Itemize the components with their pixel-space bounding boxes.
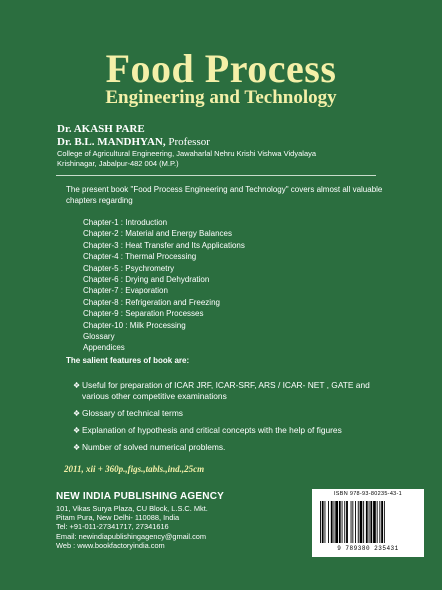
feature-text: Glossary of technical terms	[82, 408, 183, 418]
barcode-bar	[320, 501, 321, 543]
publisher-address	[56, 504, 224, 550]
barcode-bar	[384, 501, 385, 543]
feature-item	[73, 425, 393, 436]
barcode-icon	[320, 501, 418, 543]
book-title: Food Process	[105, 46, 337, 91]
affiliation-line: Krishinagar, Jabalpur-482 004 (M.P.)	[57, 159, 179, 168]
chapter-list	[83, 217, 245, 354]
author-1: Dr. AKASH PARE	[57, 123, 145, 135]
feature-text: Explanation of hypothesis and critical concepts with the help of figures	[82, 425, 342, 435]
chapter-item: Chapter-10 : Milk Processing	[83, 320, 186, 330]
address-line: 101, Vikas Surya Plaza, CU Block, L.S.C. Mkt.	[56, 504, 208, 513]
barcode-bar	[360, 501, 363, 543]
barcode-bar	[366, 501, 368, 543]
chapter-item: Chapter-2 : Material and Energy Balances	[83, 229, 232, 239]
publisher-block	[56, 491, 224, 550]
publication-info: 2011, xii + 360p.,figs.,tabls.,ind.,25cm	[64, 464, 205, 474]
chapter-item: Chapter-5 : Psychrometry	[83, 263, 175, 273]
barcode-bar	[355, 501, 356, 543]
diamond-bullet-icon: ❖	[73, 443, 81, 452]
authors-block	[57, 123, 316, 169]
chapter-item: Chapter-1 : Introduction	[83, 218, 168, 227]
chapter-item: Chapter-8 : Refrigeration and Freezing	[83, 297, 220, 307]
chapter-item: Chapter-3 : Heat Transfer and Its Applications	[83, 240, 245, 250]
chapter-item: Appendices	[83, 343, 125, 353]
isbn-barcode	[312, 489, 424, 557]
barcode-bar	[377, 501, 378, 543]
barcode-bar	[325, 501, 326, 543]
barcode-bar	[335, 501, 338, 543]
feature-text: Number of solved numerical problems.	[82, 442, 226, 452]
chapter-item: Chapter-6 : Drying and Dehydration	[83, 275, 210, 285]
features-heading: The salient features of book are:	[66, 356, 190, 365]
barcode-bar	[322, 501, 324, 543]
diamond-bullet-icon: ❖	[73, 426, 81, 435]
barcode-bar	[379, 501, 380, 543]
chapter-item: Glossary	[83, 332, 115, 342]
intro-paragraph: The present book "Food Process Engineering and Technology" covers almost all valuable chapters regarding	[66, 185, 383, 205]
feature-item	[73, 408, 393, 419]
address-line: Tel: +91-011-27341717, 27341616	[56, 522, 169, 532]
isbn-label: ISBN 978-93-80235-43-1	[333, 491, 403, 497]
barcode-bar	[339, 501, 341, 543]
author-2	[57, 136, 316, 148]
barcode-bar	[373, 501, 376, 543]
barcode-bar	[358, 501, 359, 543]
diamond-bullet-icon: ❖	[73, 381, 81, 390]
address-line: Email: newindiapublishingagency@gmail.com	[56, 531, 207, 541]
feature-text: Useful for preparation of ICAR JRF, ICAR-SRF, ARS / ICAR- NET , GATE and various other competitive examinations	[82, 380, 370, 401]
feature-item	[73, 380, 393, 402]
diamond-bullet-icon: ❖	[73, 409, 81, 418]
barcode-bar	[328, 501, 329, 543]
barcode-bar	[331, 501, 333, 543]
author-2-name: Dr. B.L. MANDHYAN,	[57, 136, 166, 148]
author-2-role: Professor	[165, 136, 210, 148]
book-subtitle: Engineering and Technology	[105, 87, 337, 108]
feature-item	[73, 442, 393, 453]
barcode-bar	[370, 501, 372, 543]
barcode-bar	[363, 501, 364, 543]
author-affiliation	[57, 149, 316, 169]
barcode-bar	[334, 501, 335, 543]
isbn-digits: 9 789380 235431	[337, 545, 399, 552]
affiliation-line: College of Agricultural Engineering, Jawaharlal Nehru Krishi Vishwa Vidyalaya	[57, 149, 317, 158]
divider	[56, 175, 376, 176]
barcode-bar	[351, 501, 352, 543]
barcode-bar	[369, 501, 370, 543]
chapter-item: Chapter-9 : Separation Processes	[83, 309, 204, 319]
chapter-item: Chapter-4 : Thermal Processing	[83, 252, 197, 262]
address-line: Pitam Pura, New Delhi- 110088, India	[56, 513, 180, 523]
barcode-bar	[346, 501, 348, 543]
chapter-item: Chapter-7 : Evaporation	[83, 286, 168, 296]
barcode-bar	[342, 501, 343, 543]
barcode-bar	[381, 501, 383, 543]
barcode-bar	[344, 501, 345, 543]
publisher-name: NEW INDIA PUBLISHING AGENCY	[56, 491, 224, 502]
address-line: Web : www.bookfactoryindia.com	[56, 540, 165, 550]
barcode-bar	[352, 501, 353, 543]
feature-list	[73, 380, 393, 459]
